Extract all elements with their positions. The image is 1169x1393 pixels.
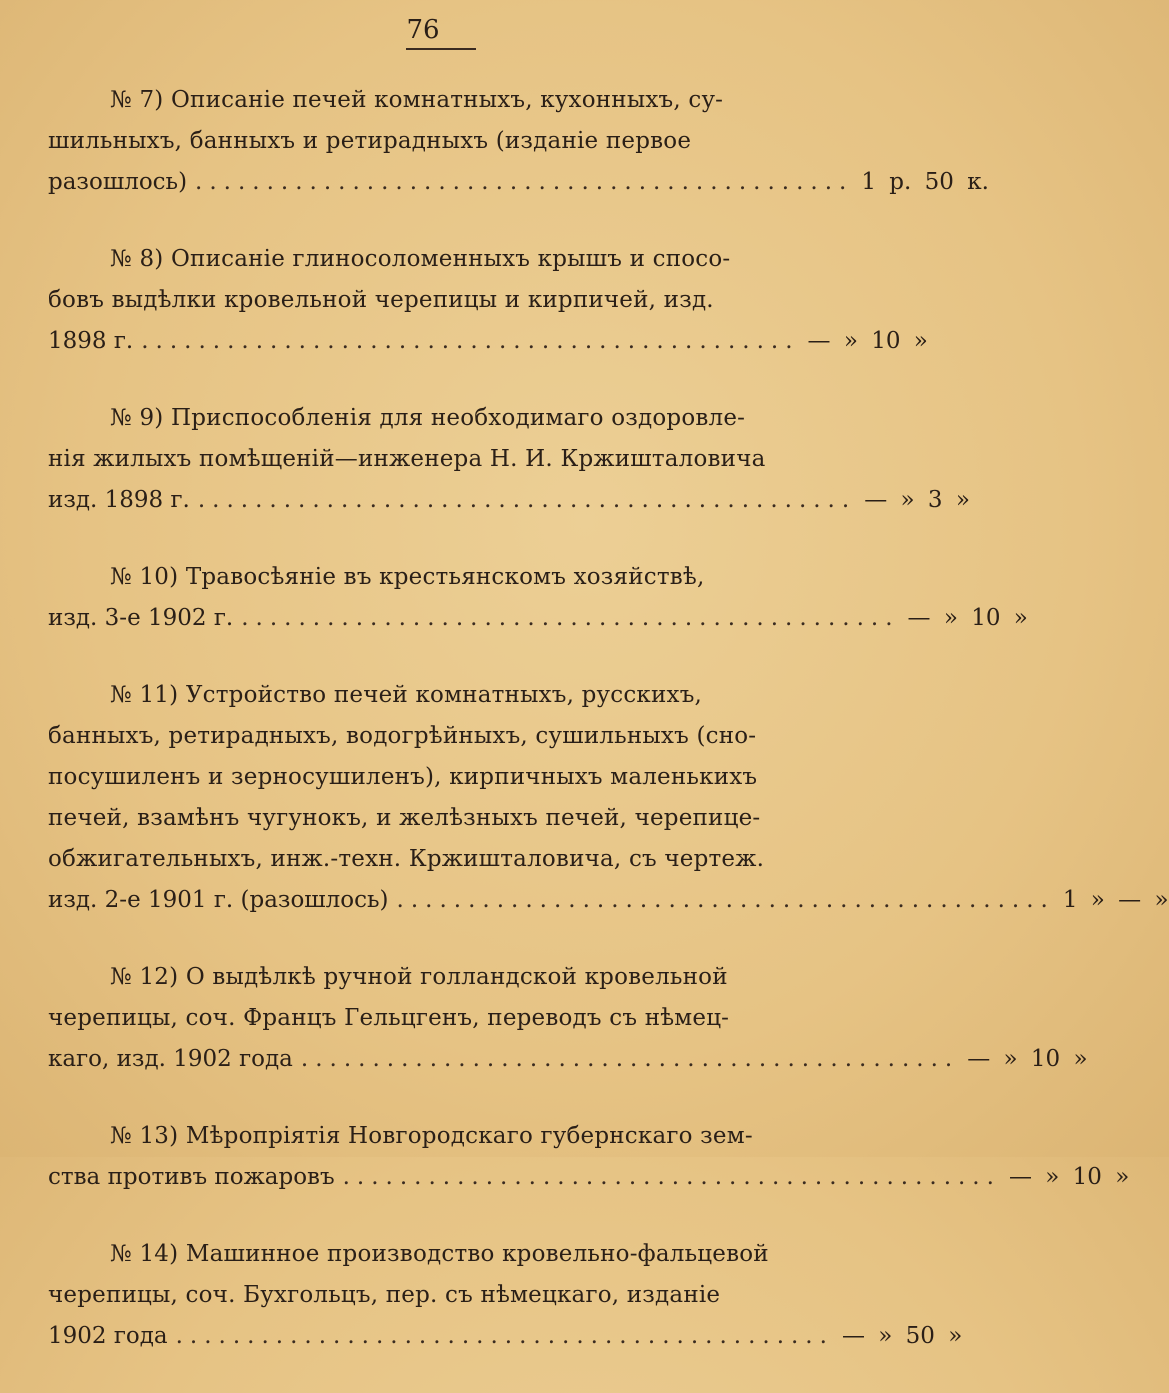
entry-line: банныхъ, ретирадныхъ, водогрѣйныхъ, сушильныхъ (сно- (48, 723, 757, 749)
catalog-entry-8 (48, 239, 928, 362)
entry-line: черепицы, соч. Францъ Гельцгенъ, переводъ съ нѣмец- (48, 1005, 730, 1031)
entry-price-line (48, 162, 989, 203)
dot-leader: .............................................. (342, 1164, 1001, 1190)
dot-leader: .............................................. (141, 328, 800, 354)
dot-leader: .............................................. (197, 487, 857, 513)
dot-leader: .............................................. (300, 1046, 960, 1072)
entry-line: № 13) Мѣропріятія Новгородскаго губернскаго зем- (110, 1123, 753, 1149)
entry-last-line: изд. 1898 г. (48, 487, 190, 513)
entry-line: № 12) О выдѣлкѣ ручной голландской кровельной (110, 964, 728, 990)
entry-last-line: изд. 2-е 1901 г. (разошлось) (48, 887, 389, 913)
dot-leader: .............................................. (396, 887, 1055, 913)
entry-line: бовъ выдѣлки кровельной черепицы и кирпичей, изд. (48, 287, 714, 313)
entry-line: посушиленъ и зерносушиленъ), кирпичныхъ маленькихъ (48, 764, 758, 790)
entry-price-line (48, 480, 970, 521)
page-number-underline (406, 48, 476, 50)
catalog-entry-7 (48, 80, 989, 203)
entry-price-line (48, 880, 1169, 921)
entry-line: № 7) Описаніе печей комнатныхъ, кухонныхъ, су- (110, 87, 724, 113)
entry-price: — » 10 » (967, 1046, 1088, 1072)
dot-leader: .............................................. (195, 169, 854, 195)
entry-line: № 9) Приспособленія для необходимаго оздоровле- (110, 405, 746, 431)
catalog-entry-12 (48, 957, 1088, 1080)
entry-line: обжигательныхъ, инж.-техн. Кржишталовича, съ чертеж. (48, 846, 765, 872)
entry-line: черепицы, соч. Бухгольцъ, пер. съ нѣмецкаго, изданіе (48, 1282, 721, 1308)
entry-last-line: разошлось) (48, 169, 188, 195)
entry-line: № 14) Машинное производство кровельно-фальцевой (110, 1241, 769, 1267)
catalog-entry-9 (48, 398, 970, 521)
entry-last-line: изд. 3-е 1902 г. (48, 605, 234, 631)
catalog-entry-13 (48, 1116, 1130, 1198)
entry-price: — » 10 » (907, 605, 1028, 631)
catalog-entry-11 (48, 675, 1169, 921)
entry-last-line: 1898 г. (48, 328, 134, 354)
entry-price: — » 3 » (864, 487, 970, 513)
entry-line: печей, взамѣнъ чугунокъ, и желѣзныхъ печей, черепице- (48, 805, 761, 831)
entry-price-line (48, 321, 928, 362)
entry-price: — » 10 » (1008, 1164, 1130, 1190)
entry-price: 1 р. 50 к. (861, 169, 989, 195)
catalog-entries (48, 80, 1169, 1393)
entry-price-line (48, 1157, 1130, 1198)
entry-price: 1 » — » (1062, 887, 1169, 913)
entry-price: — » 10 » (807, 328, 928, 354)
entry-line: нія жилыхъ помѣщеній—инженера Н. И. Кржишталовича (48, 446, 766, 472)
dot-leader: .............................................. (175, 1323, 834, 1349)
entry-line: № 10) Травосѣяніе въ крестьянскомъ хозяйствѣ, (110, 564, 705, 590)
entry-price-line (48, 1039, 1088, 1080)
entry-last-line: ства противъ пожаровъ (48, 1164, 335, 1190)
dot-leader: .............................................. (241, 605, 900, 631)
entry-line: № 11) Устройство печей комнатныхъ, русскихъ, (110, 682, 703, 708)
entry-line: шильныхъ, банныхъ и ретирадныхъ (изданіе первое (48, 128, 692, 154)
entry-price-line (48, 598, 1028, 639)
catalog-entry-14 (48, 1234, 963, 1357)
page-number: 76 (406, 15, 440, 45)
catalog-entry-10 (48, 557, 1028, 639)
entry-line: № 8) Описаніе глиносоломенныхъ крышъ и спосо- (110, 246, 731, 272)
entry-price-line (48, 1316, 963, 1357)
entry-last-line: 1902 года (48, 1323, 168, 1349)
entry-last-line: каго, изд. 1902 года (48, 1046, 293, 1072)
entry-price: — » 50 » (841, 1323, 963, 1349)
